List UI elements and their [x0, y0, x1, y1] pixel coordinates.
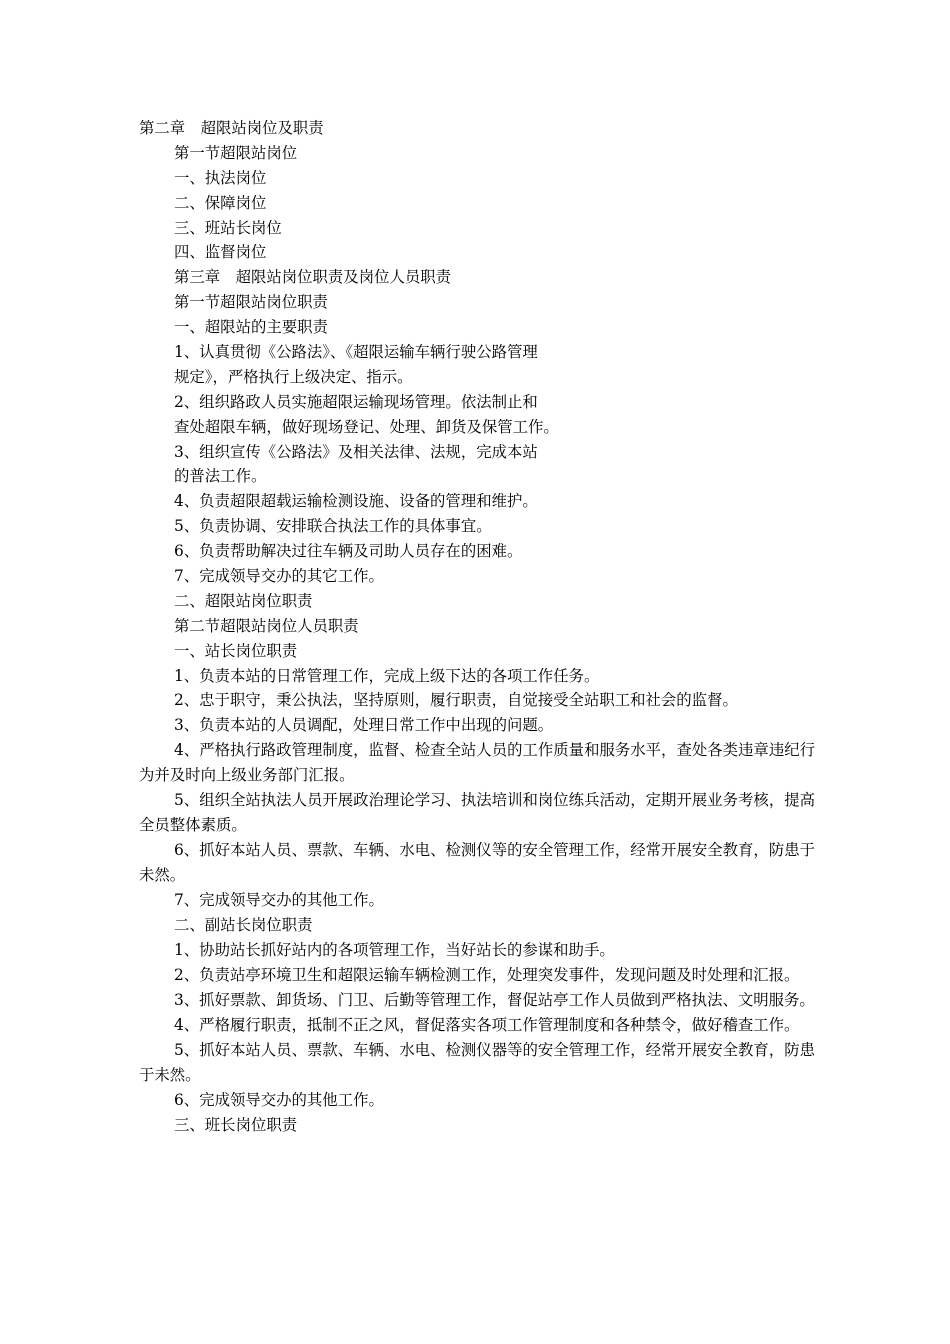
list-item-paragraph: 3、抓好票款、卸货场、门卫、后勤等管理工作，督促站亭工作人员做到严格执法、文明服务。 — [174, 990, 815, 1009]
subsection-heading: 一、超限站的主要职责 — [174, 318, 328, 337]
list-item: 4、负责超限超载运输检测设施、设备的管理和维护。 — [174, 492, 538, 511]
list-item-paragraph: 5、抓好本站人员、票款、车辆、水电、检测仪器等的安全管理工作，经常开展安全教育，防患于未然。 — [139, 1040, 815, 1084]
subsection-heading: 二、超限站岗位职责 — [174, 591, 313, 610]
list-item: 6、完成领导交办的其他工作。 — [174, 1090, 384, 1109]
chapter-title: 第三章 超限站岗位职责及岗位人员职责 — [174, 268, 452, 287]
list-item-continuation: 规定》，严格执行上级决定、指示。 — [174, 367, 413, 386]
list-item: 三、班站长岗位 — [174, 218, 282, 237]
list-item-paragraph: 4、严格履行职责，抵制不正之风，督促落实各项工作管理制度和各种禁令，做好稽查工作。 — [174, 1015, 800, 1034]
list-item-paragraph: 2、负责站亭环境卫生和超限运输车辆检测工作，处理突发事件，发现问题及时处理和汇报。 — [174, 965, 800, 984]
section-title: 第二节超限站岗位人员职责 — [174, 616, 359, 635]
list-item-continuation: 的普法工作。 — [174, 467, 267, 486]
section-title: 第一节超限站岗位职责 — [174, 293, 328, 312]
list-item: 2、组织路政人员实施超限运输现场管理。依法制止和 — [174, 392, 538, 411]
subsection-heading: 一、站长岗位职责 — [174, 641, 298, 660]
list-item: 5、负责协调、安排联合执法工作的具体事宜。 — [174, 517, 492, 536]
subsection-heading: 三、班长岗位职责 — [174, 1115, 298, 1134]
list-item: 1、协助站长抓好站内的各项管理工作，当好站长的参谋和助手。 — [174, 941, 615, 960]
list-item: 一、执法岗位 — [174, 168, 267, 187]
list-item: 1、负责本站的日常管理工作，完成上级下达的各项工作任务。 — [174, 666, 600, 685]
chapter-title: 第二章 超限站岗位及职责 — [139, 119, 324, 137]
list-item: 7、完成领导交办的其它工作。 — [174, 567, 384, 586]
list-item-paragraph: 4、严格执行路政管理制度，监督、检查全站人员的工作质量和服务水平，查处各类违章违纪行为并及时向上级业务部门汇报。 — [139, 741, 815, 785]
list-item: 3、负责本站的人员调配，处理日常工作中出现的问题。 — [174, 716, 554, 735]
list-item-paragraph: 6、抓好本站人员、票款、车辆、水电、检测仪等的安全管理工作，经常开展安全教育，防患于未然。 — [139, 841, 815, 885]
list-item: 二、保障岗位 — [174, 193, 267, 212]
subsection-heading: 二、副站长岗位职责 — [174, 916, 313, 935]
section-title: 第一节超限站岗位 — [174, 143, 298, 162]
list-item: 1、认真贯彻《公路法》、《超限运输车辆行驶公路管理 — [174, 343, 538, 362]
list-item-paragraph: 5、组织全站执法人员开展政治理论学习、执法培训和岗位练兵活动，定期开展业务考核，提高全员整体素质。 — [139, 791, 815, 835]
list-item: 3、组织宣传《公路法》及相关法律、法规，完成本站 — [174, 442, 538, 461]
list-item: 2、忠于职守，秉公执法，坚持原则，履行职责，自觉接受全站职工和社会的监督。 — [174, 691, 738, 710]
document-page — [139, 116, 815, 1138]
list-item-continuation: 查处超限车辆，做好现场登记、处理、卸货及保管工作。 — [174, 417, 559, 436]
list-item: 7、完成领导交办的其他工作。 — [174, 891, 384, 910]
list-item: 6、负责帮助解决过往车辆及司助人员存在的困难。 — [174, 542, 523, 561]
list-item: 四、监督岗位 — [174, 243, 267, 262]
